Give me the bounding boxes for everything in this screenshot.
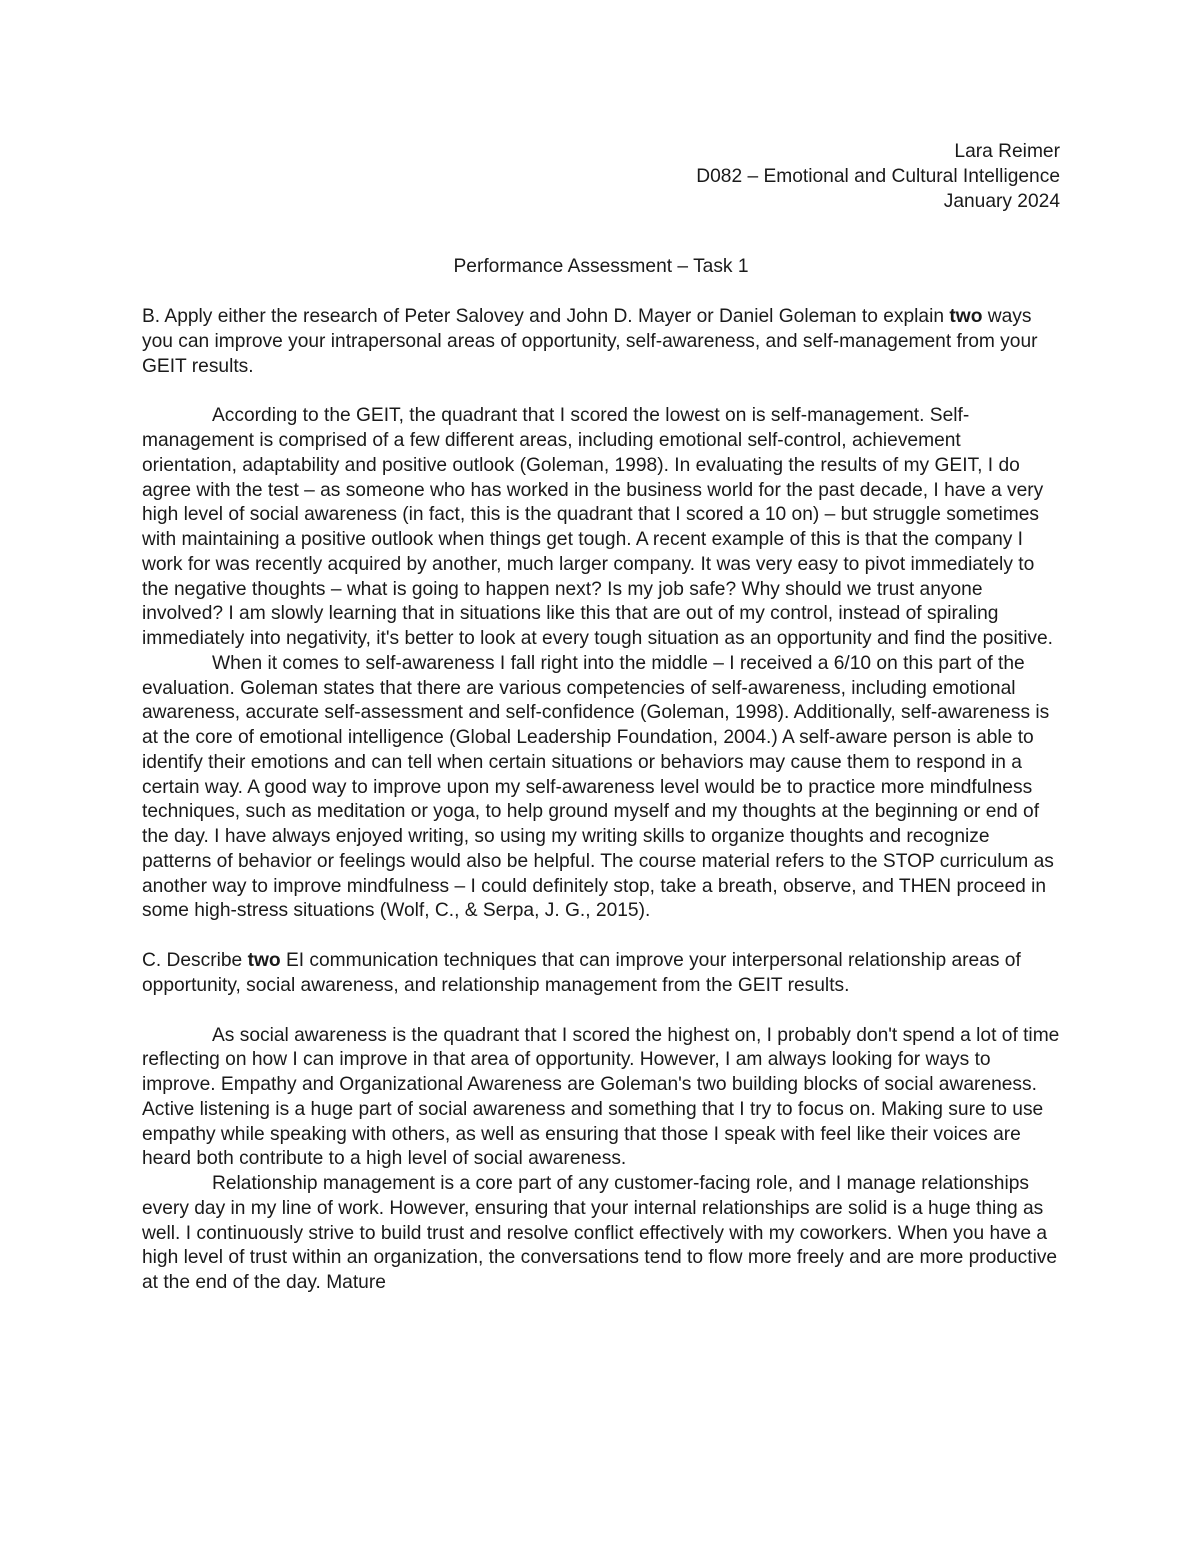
section-c-prompt-text: C. Describe bbox=[142, 950, 248, 971]
author-name: Lara Reimer bbox=[954, 141, 1060, 162]
section-c-paragraph: As social awareness is the quadrant that I scored the highest on, I probably don't spend a lot of time reflecting on how I can improve in that area of opportunity. However, I am always looking for ways to improve. Empathy and Organizational Awareness are Goleman's two building blocks of social awareness. Active listening is a huge part of social awareness and something that I try to focus on. Making sure to use empathy while speaking with others, as well as ensuring that those I speak with feel like their voices are heard both contribute to a high level of social awareness. bbox=[142, 1024, 1060, 1170]
course-title: D082 – Emotional and Cultural Intelligence bbox=[696, 165, 1060, 187]
section-b-prompt-emphasis: two bbox=[949, 306, 983, 327]
header-block bbox=[142, 140, 1060, 214]
section-b-paragraph: When it comes to self-awareness I fall right into the middle – I received a 6/10 on this part of the evaluation. Goleman states that there are various competencies of self-awareness, including emotional awareness, accurate self-assessment and self-confidence (Goleman, 1998). Additionally, self-awareness is at the core of emotional intelligence (Global Leadership Foundation, 2004.) A self-aware person is able to identify their emotions and can tell when certain situations or behaviors may cause them to respond in a certain way. A good way to improve upon my self-awareness level would be to practice more mindfulness techniques, such as meditation or yoga, to help ground myself and my thoughts at the beginning or end of the day. I have always enjoyed writing, so using my writing skills to organize thoughts and recognize patterns of behavior or feelings would also be helpful. The course material refers to the STOP curriculum as another way to improve mindfulness – I could definitely stop, take a breath, observe, and THEN proceed in some high-stress situations (Wolf, C., & Serpa, J. G., 2015). bbox=[142, 652, 1054, 922]
section-c-paragraph: Relationship management is a core part of any customer-facing role, and I manage relationships every day in my line of work. However, ensuring that your internal relationships are solid is a huge thing as well. I continuously strive to build trust and resolve conflict effectively with my coworkers. When you have a high level of trust within an organization, the conversations tend to flow more freely and are more productive at the end of the day. Mature bbox=[142, 1173, 1058, 1293]
document-title: Performance Assessment – Task 1 bbox=[453, 256, 749, 278]
section-c-prompt-emphasis: two bbox=[247, 950, 281, 971]
document-date: January 2024 bbox=[943, 190, 1060, 212]
document-page bbox=[142, 140, 1060, 1296]
section-b-prompt bbox=[142, 305, 1060, 379]
section-b-prompt-text-end: ways you can improve your intrapersonal areas of opportunity, self-awareness, and self-management from your GEIT results. bbox=[142, 306, 1038, 377]
section-b-prompt-text: B. Apply either the research of Peter Salovey and John D. Mayer or Daniel Goleman to explain bbox=[142, 306, 950, 327]
section-c-prompt bbox=[142, 949, 1060, 999]
section-c-prompt-text-end: EI communication techniques that can improve your interpersonal relationship areas of opportunity, social awareness, and relationship management from the GEIT results. bbox=[142, 950, 1021, 996]
section-b-paragraph: According to the GEIT, the quadrant that I scored the lowest on is self-management. Self-management is comprised of a few different areas, including emotional self-control, achievement orientation, adaptability and positive outlook (Goleman, 1998). In evaluating the results of my GEIT, I do agree with the test – as someone who has worked in the business world for the past decade, I have a very high level of social awareness (in fact, this is the quadrant that I scored a 10 on) – but struggle sometimes with maintaining a positive outlook when things get tough. A recent example of this is that the company I work for was recently acquired by another, much larger company. It was very easy to pivot immediately to the negative thoughts – what is going to happen next? Is my job safe? Why should we trust anyone involved? I am slowly learning that in situations like this that are out of my control, instead of spiraling immediately into negativity, it's better to look at every tough situation as an opportunity and find the positive. bbox=[142, 405, 1053, 649]
